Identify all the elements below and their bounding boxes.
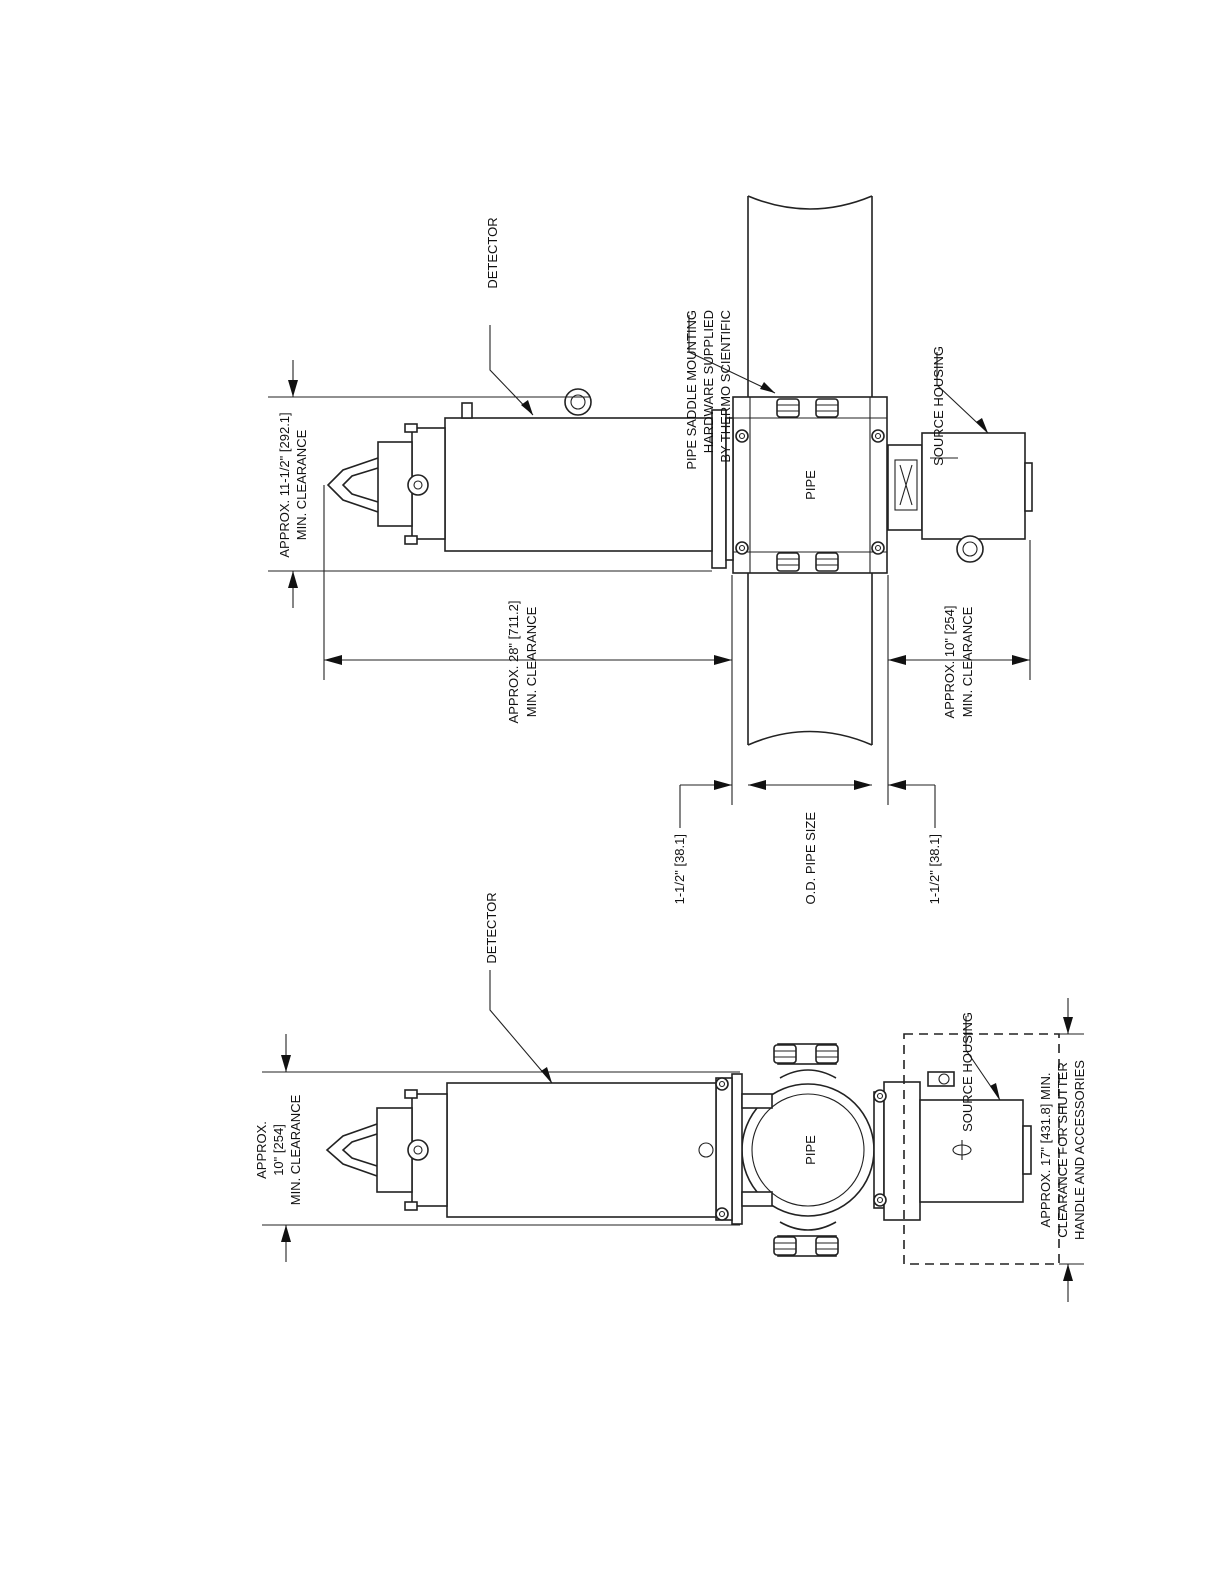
dim-shutter-line2: CLEARANCE FOR SHUTTER: [1055, 1062, 1070, 1238]
detector-side-view: [327, 1074, 772, 1224]
bolt-icon: [716, 1208, 728, 1220]
dim-detector-width-line2: MIN. CLEARANCE: [294, 429, 309, 541]
leader-detector-top: [485, 217, 533, 415]
nut-icon: [816, 1045, 838, 1063]
bottom-view: [254, 892, 1087, 1302]
bolt-icon: [874, 1194, 886, 1206]
nut-icon: [774, 1045, 796, 1063]
pipe-label-bottom: PIPE: [803, 1135, 818, 1165]
dimension-source-length: [888, 605, 1030, 718]
bolt-icon: [872, 430, 884, 442]
pipe-section: [742, 1044, 874, 1256]
dim-detector-length-line1: APPROX. 28" [711.2]: [506, 600, 521, 724]
dim-detector-line1: APPROX.: [254, 1121, 269, 1179]
top-view: [268, 196, 1032, 904]
nut-icon: [816, 399, 838, 417]
nut-icon: [777, 399, 799, 417]
detector-label-top: DETECTOR: [485, 217, 500, 289]
nut-icon: [774, 1237, 796, 1255]
saddle-label-line2: HARDWARE SUPPLIED: [701, 310, 716, 454]
dim-left-flange: 1-1/2" [38.1]: [672, 834, 687, 905]
source-housing-top-view: [888, 433, 1032, 562]
detector-top-view: [328, 389, 733, 568]
bolt-icon: [736, 430, 748, 442]
dim-detector-width-line1: APPROX. 11-1/2" [292.1]: [277, 412, 292, 558]
pipe-label: PIPE: [803, 470, 818, 500]
bolt-icon: [716, 1078, 728, 1090]
nut-icon: [816, 1237, 838, 1255]
dim-pipe-od: O.D. PIPE SIZE: [803, 812, 818, 905]
saddle-label-line1: PIPE SADDLE MOUNTING: [684, 310, 699, 470]
dim-shutter-line3: HANDLE AND ACCESSORIES: [1072, 1060, 1087, 1240]
source-label-bottom: SOURCE HOUSING: [960, 1012, 975, 1132]
dim-shutter-line1: APPROX. 17" [431.8] MIN.: [1038, 1072, 1053, 1228]
nut-icon: [816, 553, 838, 571]
dim-detector-line3: MIN. CLEARANCE: [288, 1094, 303, 1206]
leader-detector-bottom: [484, 892, 552, 1083]
pipe-saddle-clamp: [733, 397, 887, 573]
bolt-icon: [872, 542, 884, 554]
nut-icon: [777, 553, 799, 571]
saddle-label-line3: BY THERMO SCIENTIFIC: [718, 310, 733, 463]
dim-source-length-line1: APPROX. 10" [254]: [942, 605, 957, 719]
detector-label-bottom: DETECTOR: [484, 892, 499, 964]
dim-detector-length-line2: MIN. CLEARANCE: [524, 606, 539, 718]
dimension-shutter-clearance: [1038, 998, 1087, 1302]
dim-source-length-line2: MIN. CLEARANCE: [960, 606, 975, 718]
dimension-detector-length: [324, 601, 732, 724]
source-label-top: SOURCE HOUSING: [931, 346, 946, 466]
bolt-icon: [736, 542, 748, 554]
dim-right-flange: 1-1/2" [38.1]: [927, 834, 942, 905]
dimension-pipe-od: [672, 780, 942, 904]
dimension-detector-clearance: [254, 1034, 303, 1262]
dim-detector-line2: 10" [254]: [271, 1124, 286, 1176]
bolt-icon: [874, 1090, 886, 1102]
